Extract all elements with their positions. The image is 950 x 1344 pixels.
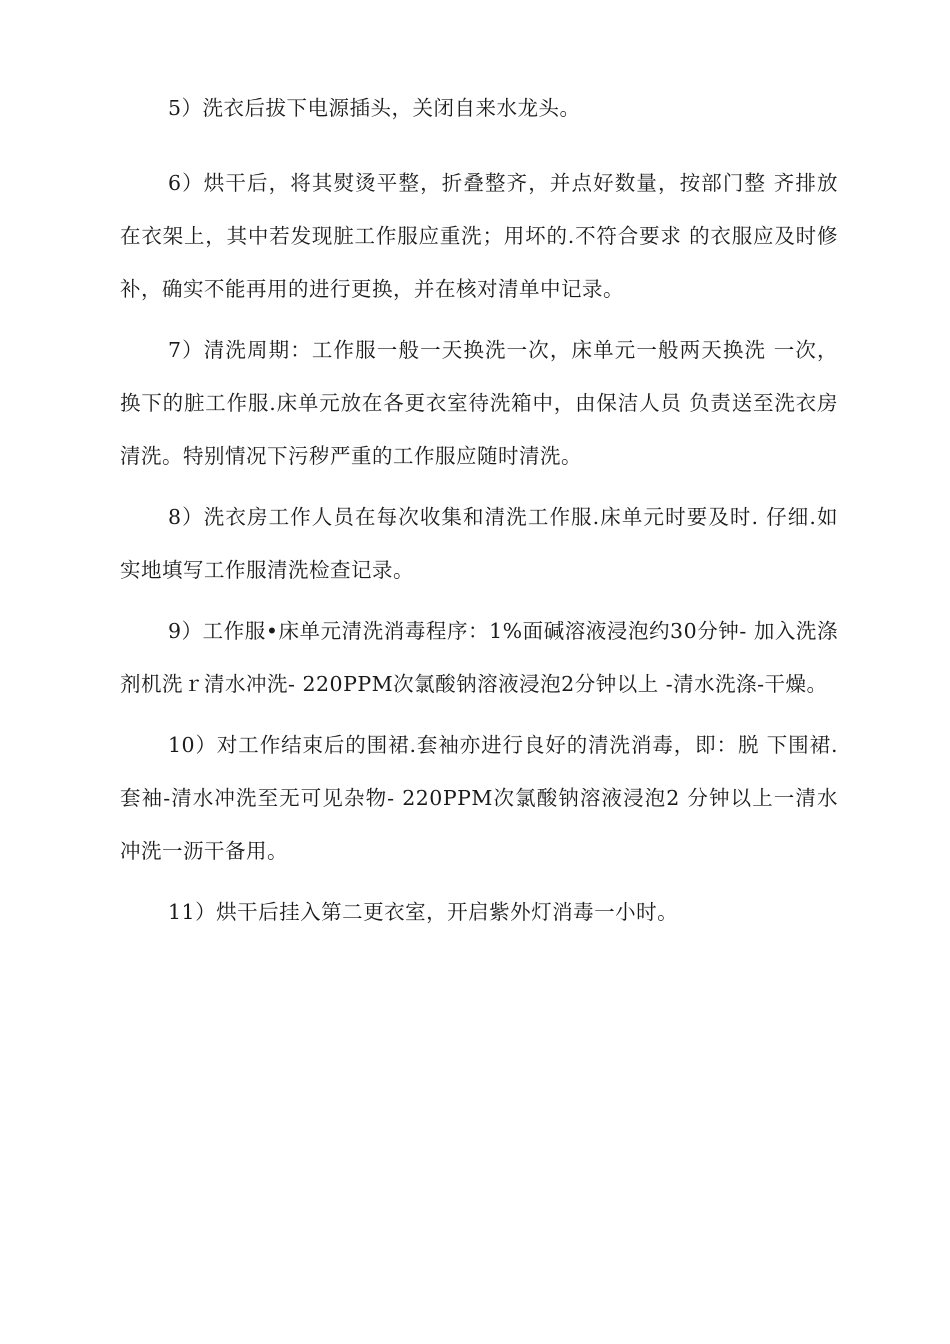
paragraph-11: 11）烘干后挂入第二更衣室，开启紫外灯消毒一小时。 bbox=[168, 900, 679, 924]
paragraph-7: 7）清洗周期：工作服一般一天换洗一次，床单元一般两天换洗 一次，换下的脏工作服.床单元放在各更衣室待洗箱中，由保洁人员 负责送至洗衣房清洗。特别情况下污秽严重的工作服应随时清洗。 bbox=[120, 338, 838, 468]
paragraph-8: 8）洗衣房工作人员在每次收集和清洗工作服.床单元时要及时. 仔细.如实地填写工作服清洗检查记录。 bbox=[120, 505, 838, 582]
document-body bbox=[120, 82, 838, 939]
paragraph-5: 5）洗衣后拔下电源插头，关闭自来水龙头。 bbox=[168, 96, 581, 120]
paragraph-9: 9）工作服•床单元清洗消毒程序：1%面碱溶液浸泡约30分钟- 加入洗涤剂机洗ｒ清水冲洗- 220PPM次氯酸钠溶液浸泡2分钟以上 -清水洗涤-干燥。 bbox=[120, 619, 838, 696]
paragraph-6: 6）烘干后，将其熨烫平整，折叠整齐，并点好数量，按部门整 齐排放在衣架上，其中若发现脏工作服应重洗；用坏的.不符合要求 的衣服应及时修补，确实不能再用的进行更换，并在核对清单中记录。 bbox=[120, 171, 838, 301]
paragraph-10: 10）对工作结束后的围裙.套袖亦进行良好的清洗消毒，即：脱 下围裙.套袖-清水冲洗至无可见杂物- 220PPM次氯酸钠溶液浸泡2 分钟以上一清水冲洗一沥干备用。 bbox=[120, 733, 838, 863]
